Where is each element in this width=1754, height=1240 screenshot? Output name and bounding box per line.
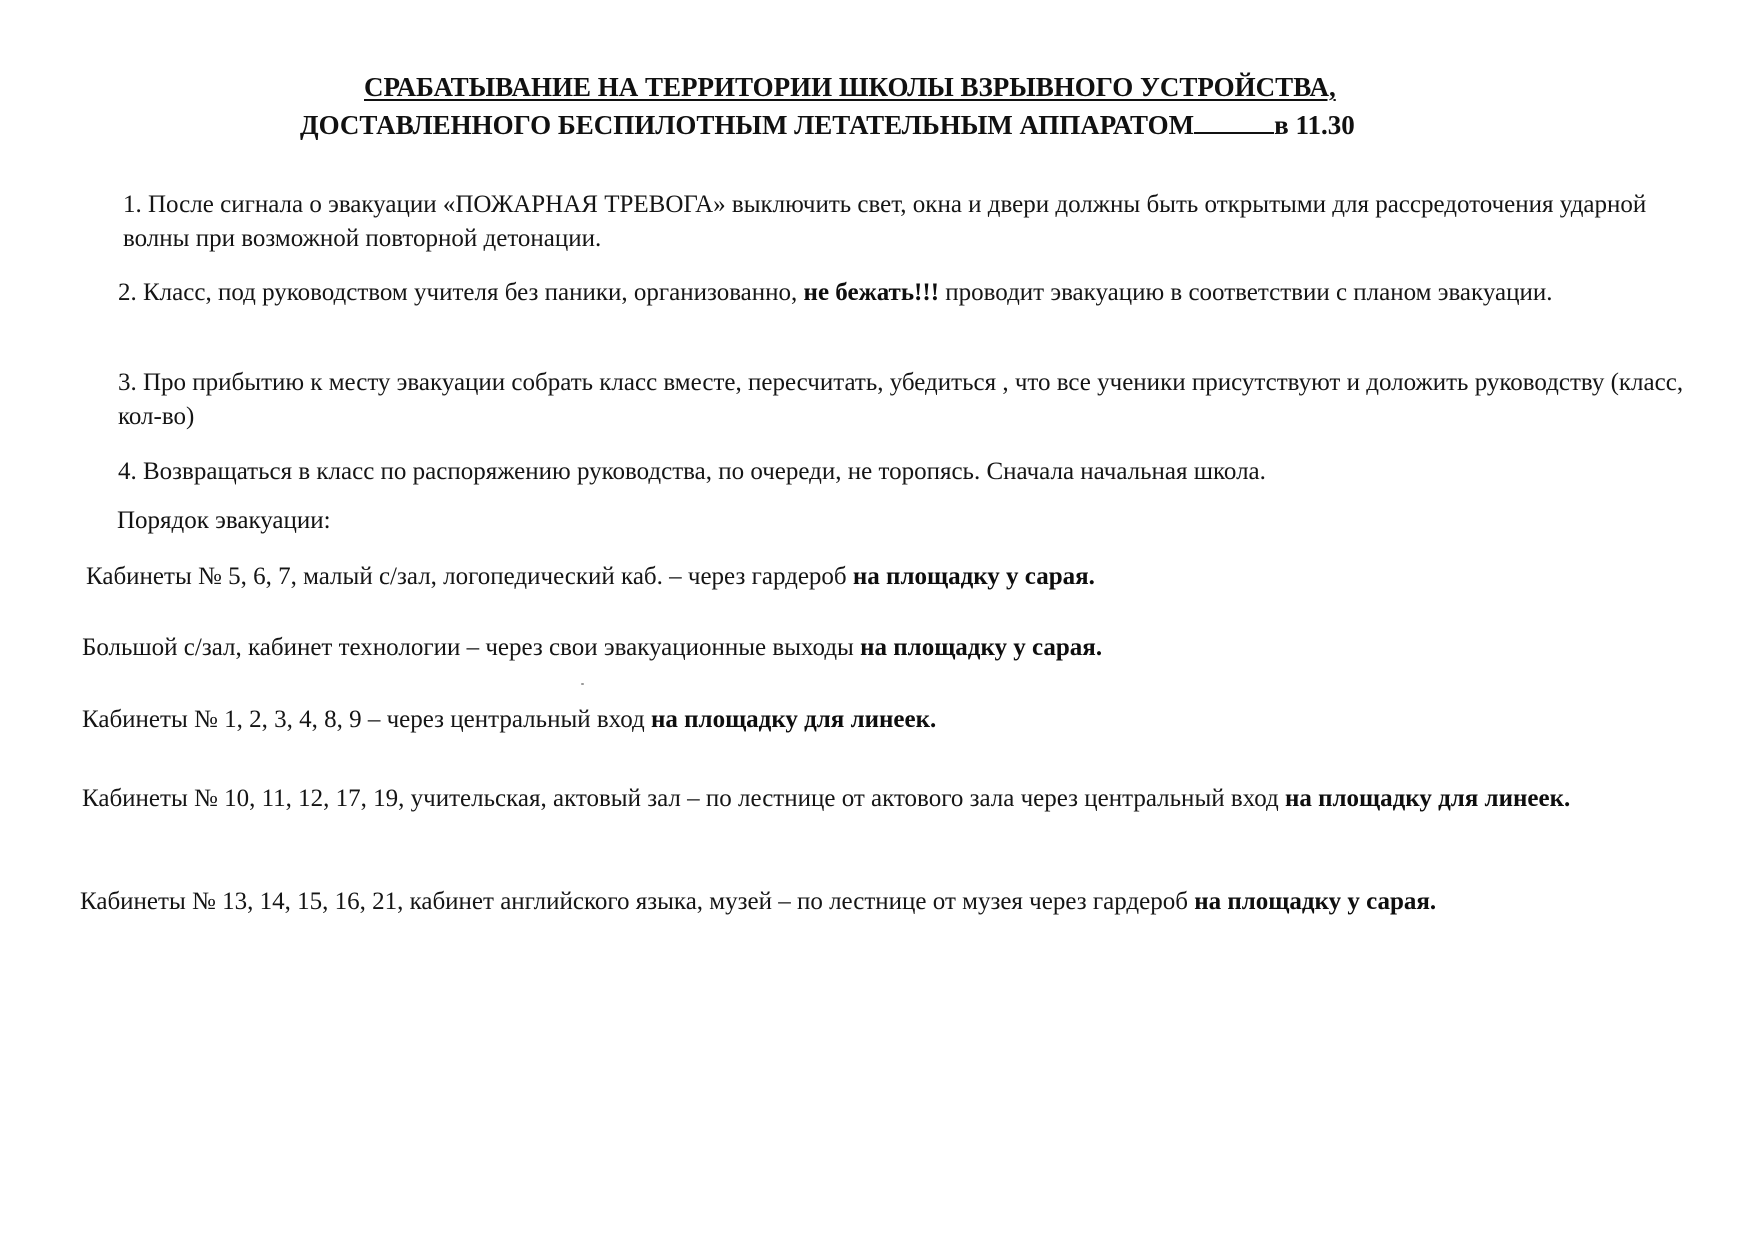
route-destination: на площадку для линеек.: [1284, 785, 1571, 812]
document-title: [300, 70, 1490, 142]
route-row: [82, 703, 936, 737]
route-row: [82, 631, 1102, 665]
route-description: Кабинеты № 1, 2, 3, 4, 8, 9 – через центральный вход: [82, 706, 651, 733]
scan-speck: [581, 683, 584, 685]
evacuation-order-heading: Порядок эвакуации:: [117, 507, 331, 534]
route-destination: на площадку у сарая.: [852, 563, 1095, 590]
route-description: Кабинеты № 5, 6, 7, малый с/зал, логопедический каб. – через гардероб: [86, 563, 853, 590]
route-row: [70, 782, 1700, 816]
instruction-2: [118, 276, 1698, 310]
instruction-3: 3. Про прибытию к месту эвакуации собрать класс вместе, пересчитать, убедиться , что все ученики присутствуют и доложить руководству (класс, кол-во): [118, 369, 1684, 430]
instruction-2-text-after: проводит эвакуацию в соответствии с планом эвакуации.: [939, 279, 1553, 306]
route-description: Кабинеты № 10, 11, 12, 17, 19, учительская, актовый зал – по лестнице от актового зала через центральный вход: [82, 785, 1285, 812]
route-description: Большой с/зал, кабинет технологии – через свои эвакуационные выходы: [82, 634, 861, 661]
title-time: в 11.30: [1274, 110, 1355, 140]
route-row: [86, 560, 1095, 594]
instruction-1: 1. После сигнала о эвакуации «ПОЖАРНАЯ ТРЕВОГА» выключить свет, окна и двери должны быть открытыми для рассредоточения ударной волны при возможной повторной детонации.: [123, 191, 1647, 252]
route-destination: на площадку у сарая.: [1194, 888, 1437, 915]
title-underline-gap: [1194, 104, 1274, 134]
route-description: Кабинеты № 13, 14, 15, 16, 21, кабинет английского языка, музей – по лестнице от музея через гардероб: [80, 888, 1195, 915]
instruction-2-warning: не бежать!!!: [803, 279, 940, 306]
instruction-4: 4. Возвращаться в класс по распоряжению руководства, по очереди, не торопясь. Сначала начальная школа.: [118, 458, 1266, 485]
route-destination: на площадку для линеек.: [650, 706, 937, 733]
title-line-2-text: ДОСТАВЛЕННОГО БЕСПИЛОТНЫМ ЛЕТАТЕЛЬНЫМ АППАРАТОМ: [300, 110, 1195, 140]
title-line-1: СРАБАТЫВАНИЕ НА ТЕРРИТОРИИ ШКОЛЫ ВЗРЫВНОГО УСТРОЙСТВА,: [364, 72, 1336, 102]
instruction-2-text-before: 2. Класс, под руководством учителя без паники, организованно,: [118, 279, 804, 306]
title-line-2: [300, 104, 1476, 142]
route-row: [80, 885, 1436, 919]
route-destination: на площадку у сарая.: [860, 634, 1103, 661]
